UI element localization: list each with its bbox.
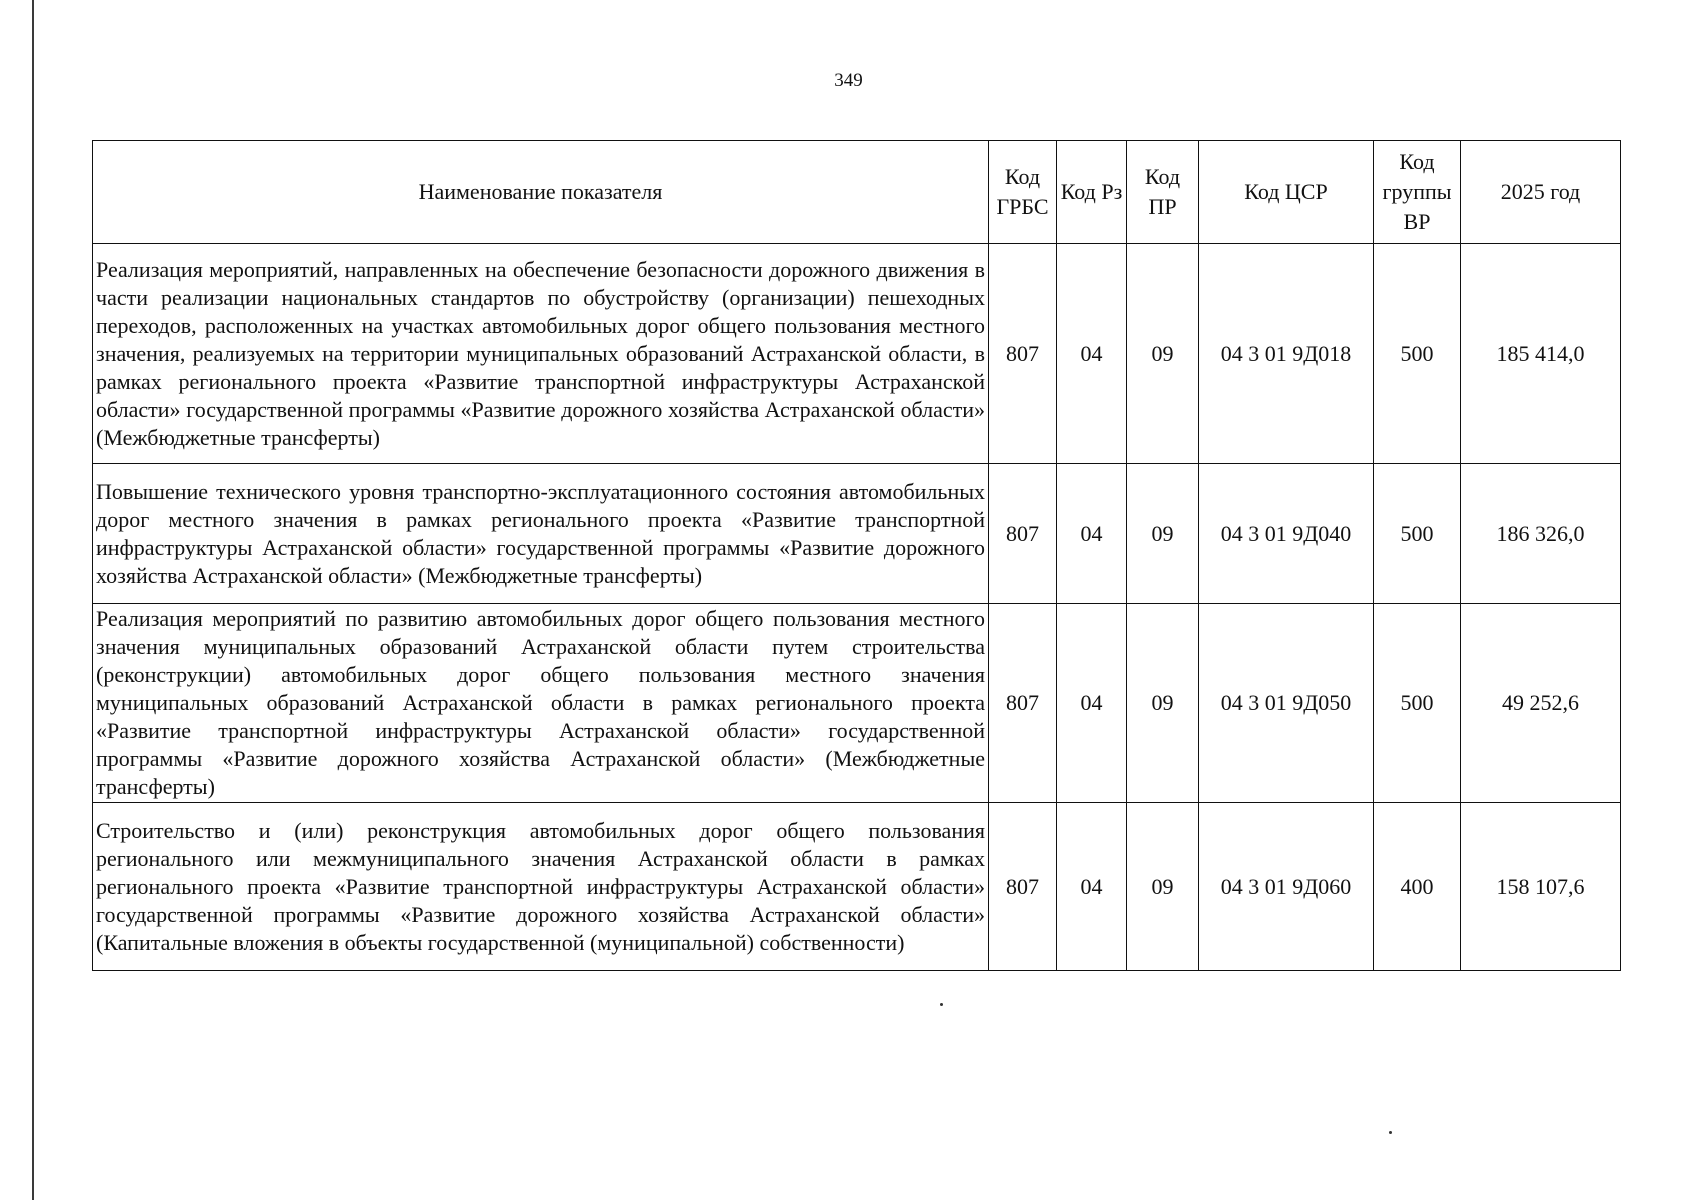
row-vr: 500 [1374,464,1461,604]
header-vr: Код группы ВР [1374,141,1461,244]
table-row [93,604,1621,803]
row-grbs: 807 [989,803,1057,971]
row-amount: 49 252,6 [1461,604,1621,803]
header-rz: Код Рз [1057,141,1127,244]
row-name: Реализация мероприятий по развитию автомобильных дорог общего пользования местного значения муниципальных образований Астраханской области путем строительства (реконструкции) автомобильных дорог общего пользования местного значения муниципальных образований Астраханской области в рамках регионального проекта «Развитие транспортной инфраструктуры Астраханской области» государственной программы «Развитие дорожного хозяйства Астраханской области» (Межбюджетные трансферты) [93,604,989,803]
row-rz: 04 [1057,604,1127,803]
row-rz: 04 [1057,464,1127,604]
header-csr: Код ЦСР [1199,141,1374,244]
header-name: Наименование показателя [93,141,989,244]
row-csr: 04 3 01 9Д018 [1199,244,1374,464]
row-vr: 500 [1374,244,1461,464]
table-row [93,803,1621,971]
scan-edge-line [32,0,34,1200]
row-csr: 04 3 01 9Д040 [1199,464,1374,604]
scan-speck [940,1003,943,1006]
row-vr: 400 [1374,803,1461,971]
row-grbs: 807 [989,604,1057,803]
header-year: 2025 год [1461,141,1621,244]
row-pr: 09 [1127,803,1199,971]
row-name: Реализация мероприятий, направленных на обеспечение безопасности дорожного движения в части реализации национальных стандартов по обустройству (организации) пешеходных переходов, расположенных на участках автомобильных дорог общего пользования местного значения, реализуемых на территории муниципальных образований Астраханской области, в рамках регионального проекта «Развитие транспортной инфраструктуры Астраханской области» государственной программы «Развитие дорожного хозяйства Астраханской области» (Межбюджетные трансферты) [93,244,989,464]
row-name: Повышение технического уровня транспортно-эксплуатационного состояния автомобильных дорог местного значения в рамках регионального проекта «Развитие транспортной инфраструктуры Астраханской области» государственной программы «Развитие дорожного хозяйства Астраханской области» (Межбюджетные трансферты) [93,464,989,604]
row-name: Строительство и (или) реконструкция автомобильных дорог общего пользования регионального или межмуниципального значения Астраханской области в рамках регионального проекта «Развитие транспортной инфраструктуры Астраханской области» государственной программы «Развитие дорожного хозяйства Астраханской области» (Капитальные вложения в объекты государственной (муниципальной) собственности) [93,803,989,971]
row-rz: 04 [1057,803,1127,971]
row-pr: 09 [1127,244,1199,464]
table-row [93,464,1621,604]
header-pr: Код ПР [1127,141,1199,244]
row-pr: 09 [1127,464,1199,604]
row-grbs: 807 [989,244,1057,464]
table-row [93,244,1621,464]
row-amount: 158 107,6 [1461,803,1621,971]
row-grbs: 807 [989,464,1057,604]
row-amount: 186 326,0 [1461,464,1621,604]
page-number: 349 [834,70,863,91]
row-pr: 09 [1127,604,1199,803]
header-grbs: Код ГРБС [989,141,1057,244]
row-vr: 500 [1374,604,1461,803]
row-amount: 185 414,0 [1461,244,1621,464]
row-rz: 04 [1057,244,1127,464]
row-csr: 04 3 01 9Д050 [1199,604,1374,803]
scan-speck [1389,1131,1392,1134]
table-header-row [93,141,1621,244]
row-csr: 04 3 01 9Д060 [1199,803,1374,971]
budget-table [92,140,1621,971]
